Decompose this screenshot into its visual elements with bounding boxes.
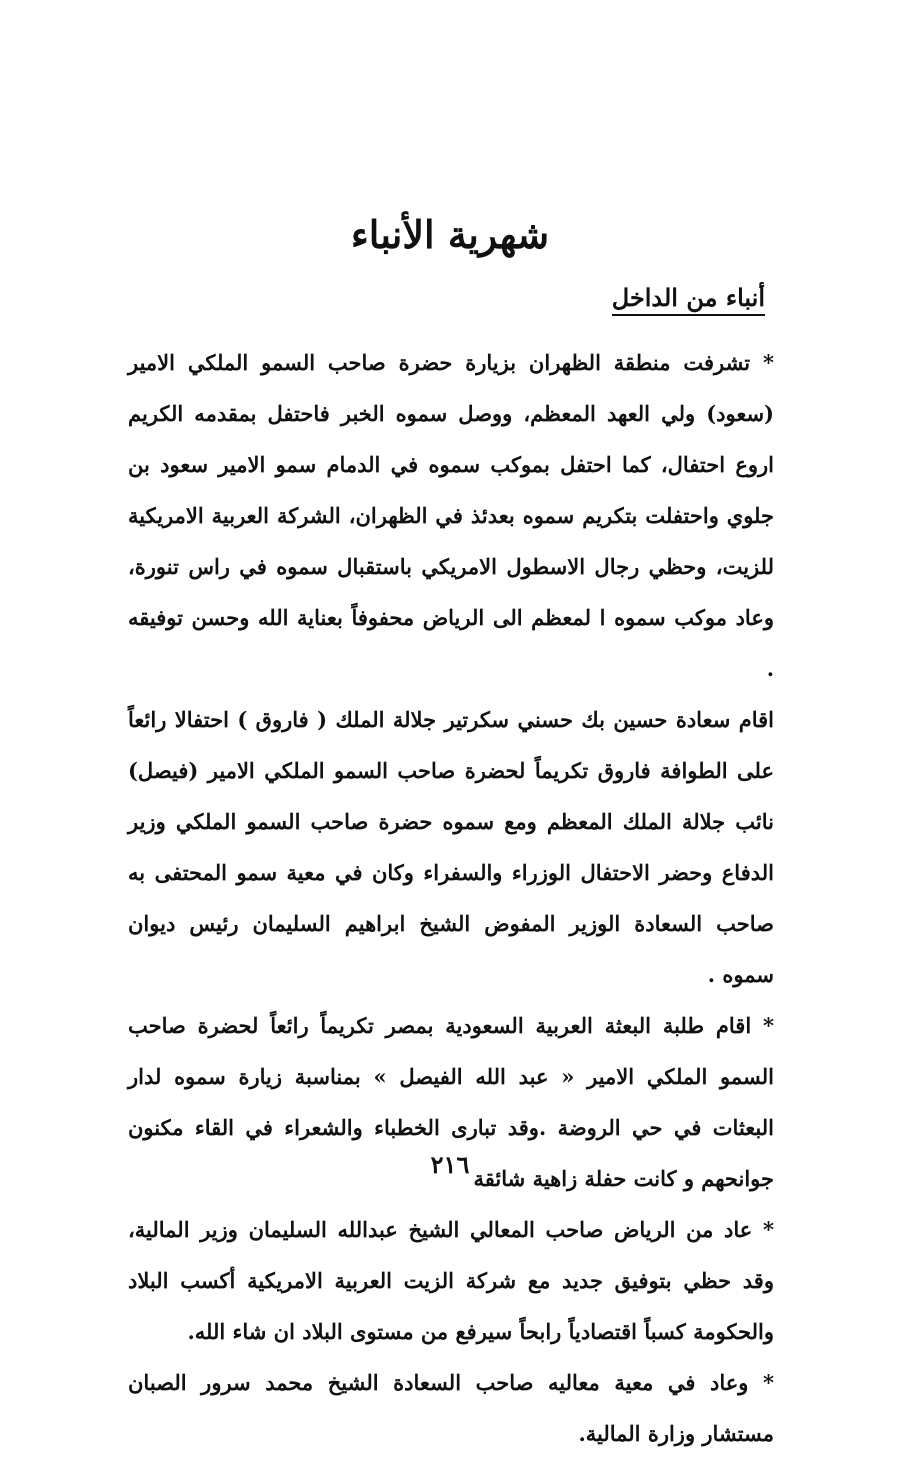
page-title: شهرية الأنباء [350,212,550,257]
news-item-saud-visit: * تشرفت منطقة الظهران بزيارة حضرة صاحب السمو الملكي الامير (سعود) ولي العهد المعظم، ووصل سموه الخبر فاحتفل بمقدمه الكريم اروع احتفال، كما احتفل بموكب سموه في الدمام سمو الامير سعود بن جلوي واحتفلت بتكريم سموه بعدئذ في الظهران، الشركة العربية الامريكية للزيت، وحظي رجال الاسطول الامريكي باستقبال سموه في راس تنورة، وعاد موكب سموه ا لمعظم الى الرياض محفوفاً بعناية الله وحسن توفيقه . [128,350,774,681]
news-item-student-mission: * اقام طلبة البعثة العربية السعودية بمصر تكريماً رائعاً لحضرة صاحب السمو الملكي الامير « عبد الله الفيصل » بمناسبة زيارة سموه لدار البعثات في حي الروضة .وقد تبارى الخطباء والشعراء في القاء مكنون جوانحهم و كانت حفلة زاهية شائقة [128,1013,774,1191]
article-body [128,337,774,1459]
news-item-sabban: * وعاد في معية معاليه صاحب السعادة الشيخ محمد سرور الصبان مستشار وزارة المالية. [128,1370,774,1446]
news-item-farouk-yacht: اقام سعادة حسين بك حسني سكرتير جلالة الملك ( فاروق ) احتفالا رائعاً على الطوافة فاروق تكريماً لحضرة صاحب السمو الملكي الامير (فيصل) نائب جلالة الملك المعظم ومع سموه حضرة صاحب السمو الملكي وزير الدفاع وحضر الاحتفال الوزراء والسفراء وكان في معية سمو المحتفى به صاحب السعادة الوزير المفوض الشيخ ابراهيم السليمان رئيس ديوان سموه . [128,707,774,987]
section-heading: أنباء من الداخل [612,283,765,316]
page-number: ٢١٦ [430,1150,470,1179]
news-item-finance-minister: * عاد من الرياض صاحب المعالي الشيخ عبدالله السليمان وزير المالية، وقد حظي بتوفيق جديد مع شركة الزيت العربية الامريكية أكسب البلاد والحكومة كسباً اقتصادياً رابحاً سيرفع من مستوى البلاد ان شاء الله. [128,1217,774,1344]
